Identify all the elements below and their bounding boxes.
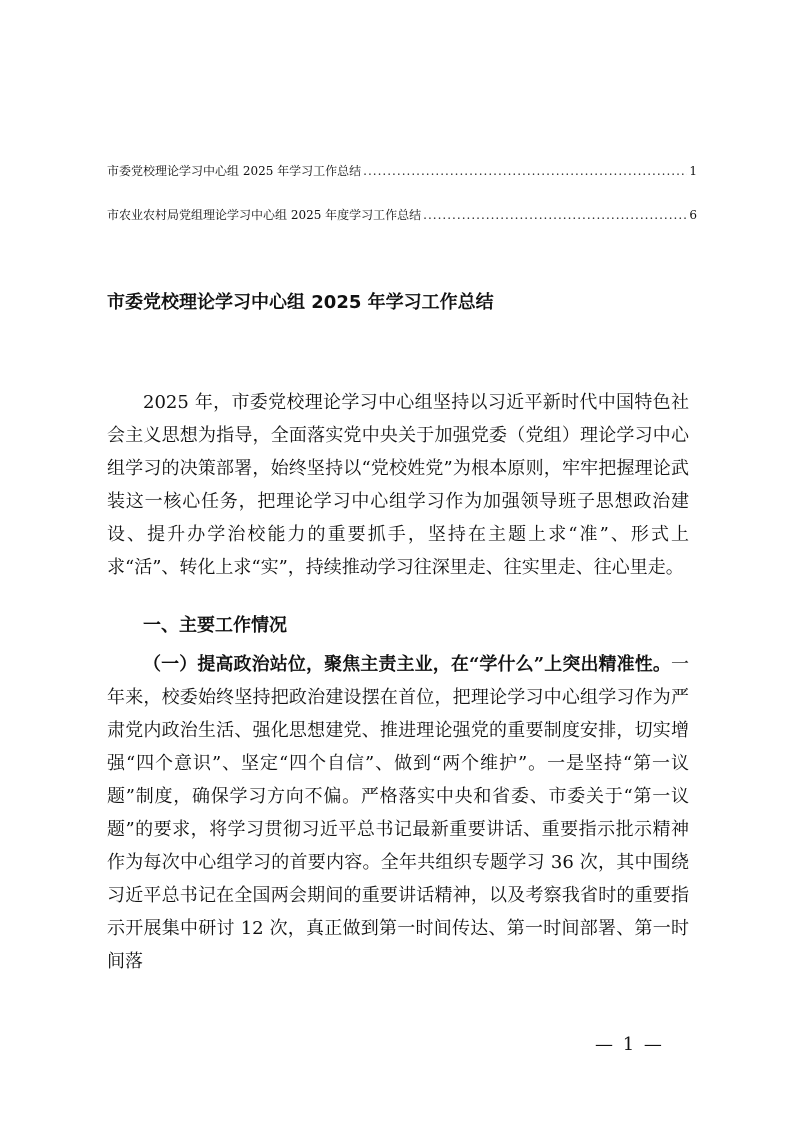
toc-entry-2[interactable]	[107, 206, 697, 224]
toc-leader-dots	[363, 162, 687, 180]
toc-leader-dots	[423, 206, 687, 224]
subsection-body: 一年来，校委始终坚持把政治建设摆在首位，把理论学习中心组学习作为严肃党内政治生活、强化思想建党、推进理论强党的重要制度安排，切实增强“四个意识”、坚定“四个自信”、做到“两个维护”。一是坚持“第一议题”制度，确保学习方向不偏。严格落实中央和省委、市委关于“第一议题”的要求，将学习贯彻习近平总书记最新重要讲话、重要指示批示精神作为每次中心组学习的首要内容。全年共组织专题学习 36 次，其中围绕习近平总书记在全国两会期间的重要讲话精神，以及考察我省时的重要指示开展集中研讨 12 次，真正做到第一时间传达、第一时间部署、第一时间落	[107, 654, 689, 972]
page-number: — 1 —	[595, 1034, 664, 1055]
table-of-contents	[107, 162, 697, 250]
intro-paragraph: 2025 年，市委党校理论学习中心组坚持以习近平新时代中国特色社会主义思想为指导，全面落实党中央关于加强党委（党组）理论学习中心组学习的决策部署，始终坚持以“党校姓党”为根本原则，牢牢把握理论武装这一核心任务，把理论学习中心组学习作为加强领导班子思想政治建设、提升办学治校能力的重要抓手，坚持在主题上求“准”、形式上求“活”、转化上求“实”，持续推动学习往深里走、往实里走、往心里走。	[107, 392, 689, 578]
toc-entry-page: 1	[689, 164, 697, 178]
section-heading: 一、主要工作情况	[143, 615, 287, 636]
subsection-heading: （一）提高政治站位，聚焦主责主业，在“学什么”上突出精准性。	[143, 654, 671, 675]
toc-entry-title: 市农业农村局党组理论学习中心组 2025 年度学习工作总结	[107, 208, 422, 222]
section-paragraph	[107, 648, 689, 978]
toc-entry-title: 市委党校理论学习中心组 2025 年学习工作总结	[107, 164, 362, 178]
document-title: 市委党校理论学习中心组 2025 年学习工作总结	[107, 292, 494, 313]
toc-entry-page: 6	[689, 208, 697, 222]
toc-entry-1[interactable]	[107, 162, 697, 180]
